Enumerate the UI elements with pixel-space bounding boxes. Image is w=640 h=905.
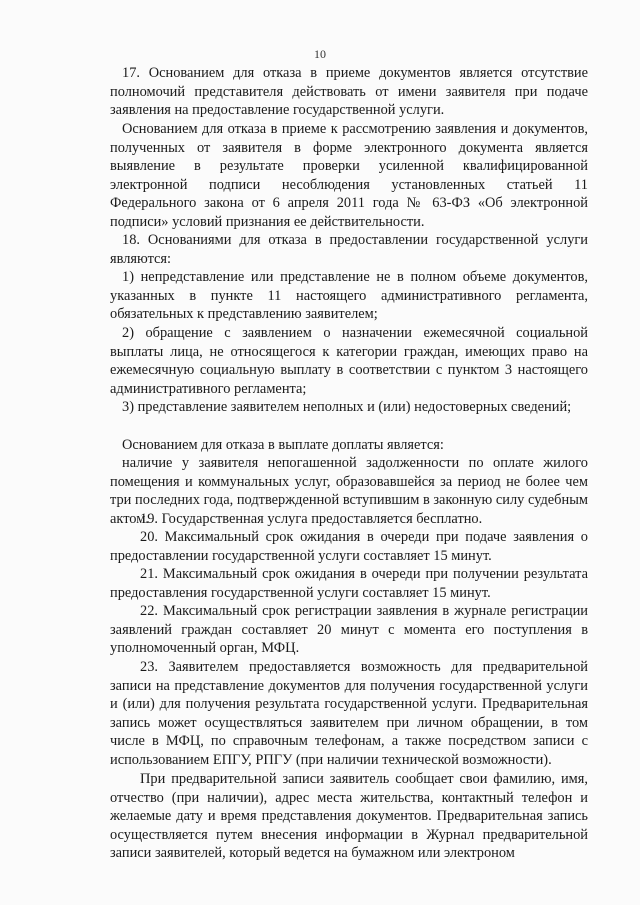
paragraph-20: 20. Максимальный срок ожидания в очереди при подаче заявления о предоставлении государственной услуги составляет 15 минут. bbox=[110, 529, 588, 564]
paragraph-18: 18. Основаниями для отказа в предоставлении государственной услуги являются: bbox=[110, 232, 588, 267]
paragraph-preliminary-record: При предварительной записи заявитель сообщает свои фамилию, имя, отчество (при наличии), адрес места жительства, контактный телефон и желаемые дату и время представления документов. Предварительная запись осуществляется путем внесения информации в Журнал предварительной записи заявителей, который ведется на бумажном или электроном bbox=[110, 771, 588, 862]
paragraph-debt: наличие у заявителя непогашенной задолженности по оплате жилого помещения и коммунальных услуг, образовавшейся за период не более чем три последних года, подтвержденной вступившим в законную силу судебным актом. bbox=[110, 455, 588, 527]
paragraph-doplata-heading: Основанием для отказа в выплате доплаты является: bbox=[122, 437, 444, 453]
list-item-1: 1) непредставление или представление не в полном объеме документов, указанных в пункте 11 настоящего административного регламента, обязательных к представлению заявителем; bbox=[110, 269, 588, 323]
list-item-3: 3) представление заявителем неполных и (или) недостоверных сведений; bbox=[122, 399, 572, 415]
paragraph-21: 21. Максимальный срок ожидания в очереди при получении результата предоставления государственной услуги составляет 15 минут. bbox=[110, 566, 588, 601]
paragraph-22: 22. Максимальный срок регистрации заявления в журнале регистрации заявлений граждан составляет 20 минут с момента его поступления в уполномоченный орган, МФЦ. bbox=[110, 603, 588, 657]
paragraph-23: 23. Заявителем предоставляется возможность для предварительной записи на представление документов для получения государственной услуги и (или) для получения результата государственной услуги. Предварительная запись может осуществляться заявителем при личном обращении, в том числе в МФЦ, по справочным телефонам, а также посредством записи с использованием ЕПГУ, РПГУ (при наличии технической возможности). bbox=[110, 659, 588, 768]
paragraph-19: 19. Государственная услуга предоставляется бесплатно. bbox=[140, 511, 483, 527]
paragraph-17: 17. Основанием для отказа в приеме документов является отсутствие полномочий представителя действовать от имени заявителя при подаче заявления на предоставление государственной услуги. bbox=[110, 65, 588, 119]
list-item-2: 2) обращение с заявлением о назначении ежемесячной социальной выплаты лица, не относящегося к категории граждан, имеющих право на ежемесячную социальную выплату в соответствии с пунктом 3 настоящего административного регламента; bbox=[110, 325, 588, 397]
page-number: 10 bbox=[314, 47, 326, 61]
paragraph-electronic-refusal: Основанием для отказа в приеме к рассмотрению заявления и документов, полученных от заявителя в форме электронного документа является выявление в результате проверки усиленной квалифицированной электронной подписи несоблюдения установленных статьей 11 Федерального закона от 6 апреля 2011 года № 63-ФЗ «Об электронной подписи» условий признания ее действительности. bbox=[110, 121, 588, 230]
